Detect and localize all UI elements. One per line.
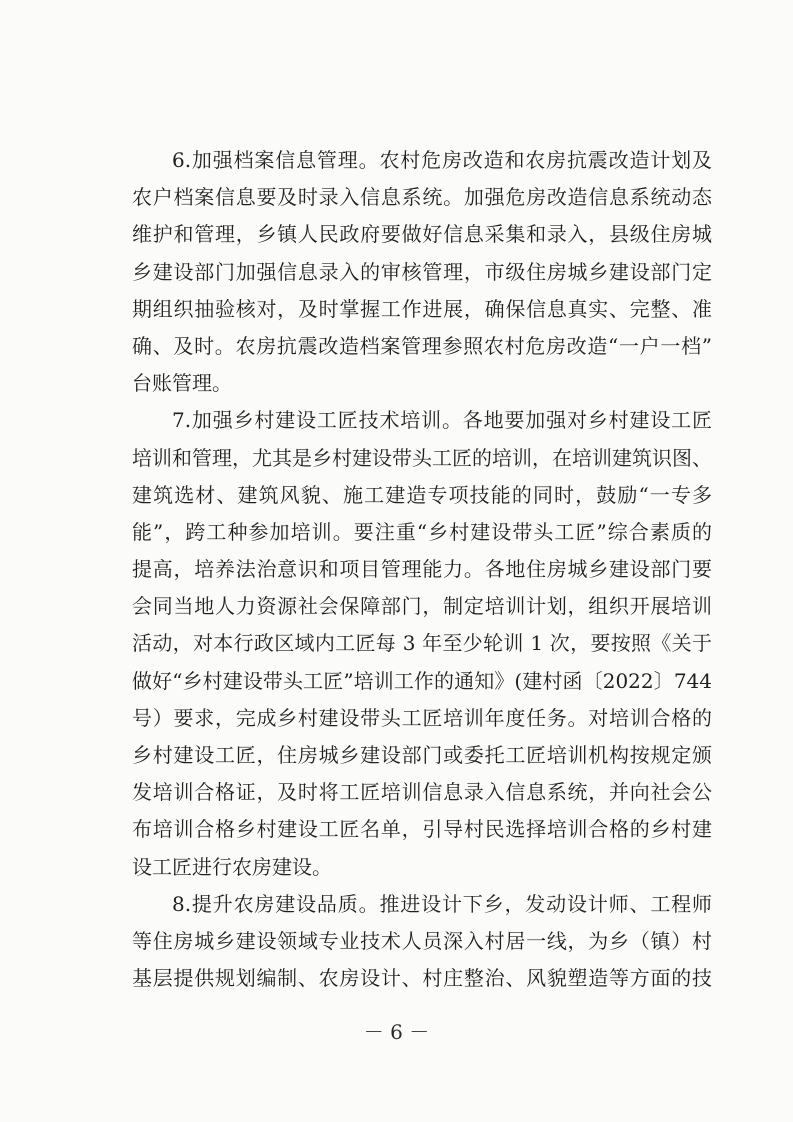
paragraph-7 <box>132 402 712 885</box>
paragraph-line: 确、及时。农房抗震改造档案管理参照农村危房改造“一户一档” <box>132 333 712 358</box>
paragraph-line: 发培训合格证，及时将工匠培训信息录入信息系统，并向社会公 <box>132 780 712 805</box>
paragraph-line: 农户档案信息要及时录入信息系统。加强危房改造信息系统动态 <box>132 185 712 210</box>
paragraph-line: 台账管理。 <box>132 371 232 396</box>
paragraph-line: 维护和管理，乡镇人民政府要做好信息采集和录入，县级住房城 <box>132 222 712 247</box>
paragraph-line: 提高，培养法治意识和项目管理能力。各地住房城乡建设部门要 <box>132 557 712 582</box>
paragraph-8 <box>132 886 712 998</box>
paragraph-line: 6.加强档案信息管理。农村危房改造和农房抗震改造计划及 <box>172 148 712 172</box>
paragraph-line: 会同当地人力资源社会保障部门，制定培训计划，组织开展培训 <box>132 594 712 619</box>
paragraph-line: 建筑选材、建筑风貌、施工建造专项技能的同时，鼓励“一专多 <box>132 482 712 507</box>
paragraph-6 <box>132 142 712 402</box>
paragraph-line: 能”，跨工种参加培训。要注重“乡村建设带头工匠”综合素质的 <box>132 519 712 544</box>
paragraph-line: 期组织抽验核对，及时掌握工作进展，确保信息真实、完整、准 <box>132 296 712 321</box>
paragraph-line: 等住房城乡建设领域专业技术人员深入村居一线，为乡（镇）村 <box>132 928 712 953</box>
paragraph-line: 培训和管理，尤其是乡村建设带头工匠的培训，在培训建筑识图、 <box>132 445 712 470</box>
paragraph-line: 设工匠进行农房建设。 <box>132 854 332 879</box>
document-body <box>132 142 712 997</box>
paragraph-line: 乡村建设工匠，住房城乡建设部门或委托工匠培训机构按规定颁 <box>132 743 712 767</box>
page-number: － 6 － <box>363 1020 430 1044</box>
paragraph-line: 号）要求，完成乡村建设带头工匠培训年度任务。对培训合格的 <box>132 705 712 730</box>
paragraph-line: 8.提升农房建设品质。推进设计下乡，发动设计师、工程师 <box>172 891 712 916</box>
paragraph-line: 活动，对本行政区域内工匠每 3 年至少轮训 1 次，要按照《关于 <box>132 631 712 656</box>
paragraph-line: 基层提供规划编制、农房设计、村庄整治、风貌塑造等方面的技 <box>132 966 712 991</box>
paragraph-line: 乡建设部门加强信息录入的审核管理，市级住房城乡建设部门定 <box>132 259 712 284</box>
paragraph-line: 布培训合格乡村建设工匠名单，引导村民选择培训合格的乡村建 <box>132 817 712 842</box>
paragraph-line: 做好“乡村建设带头工匠”培训工作的通知》(建村函〔2022〕744 <box>132 668 712 693</box>
paragraph-line: 7.加强乡村建设工匠技术培训。各地要加强对乡村建设工匠 <box>172 408 712 433</box>
